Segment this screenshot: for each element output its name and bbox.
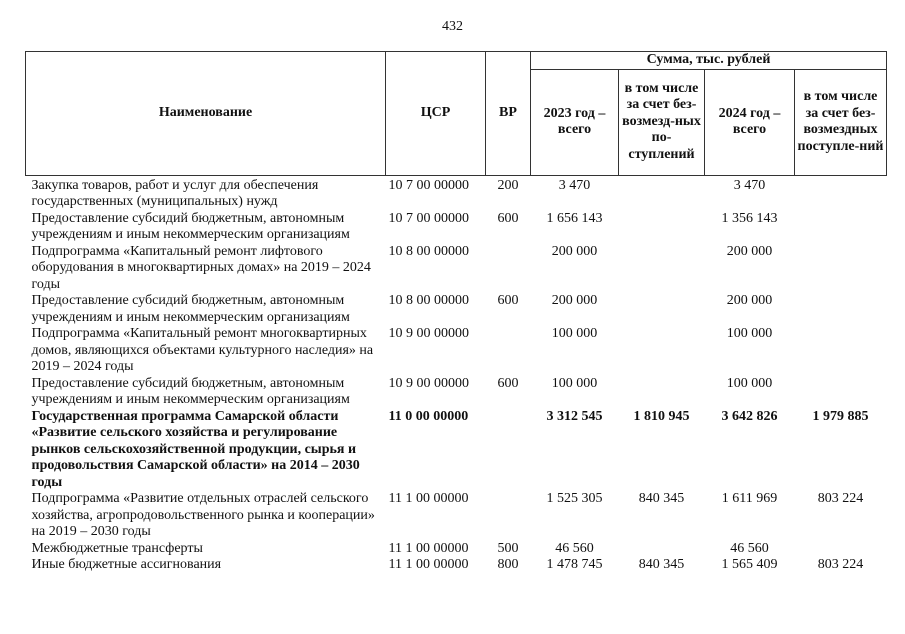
- table-row: [26, 376, 887, 409]
- row-2024-free: [795, 326, 887, 376]
- row-csr: 10 9 00 00000: [388, 375, 469, 391]
- row-csr: 11 1 00 00000: [388, 491, 469, 506]
- table-row: [26, 557, 887, 574]
- row-2023-free: 840 345: [638, 557, 685, 572]
- row-2024-total: 1 565 409: [721, 557, 778, 572]
- row-vr: 500: [497, 540, 519, 556]
- row-2023-total: 1 656 143: [546, 210, 603, 226]
- row-2023-total: 200 000: [551, 243, 598, 259]
- header-2024-total: 2024 год – всего: [705, 69, 795, 175]
- row-2024-free: [795, 376, 887, 409]
- row-2024-total: 1 611 969: [721, 491, 778, 506]
- row-vr: [486, 491, 531, 541]
- table-row: [26, 491, 887, 541]
- table-header: [26, 52, 887, 176]
- row-2023-free: 840 345: [638, 491, 685, 506]
- row-2024-free: 1 979 885: [812, 408, 869, 424]
- row-2024-free: [795, 541, 887, 558]
- table-row: [26, 326, 887, 376]
- row-2024-total: 100 000: [726, 375, 773, 391]
- page-number: 432: [442, 19, 463, 34]
- row-2023-free: [619, 293, 705, 326]
- row-2023-total: 3 312 545: [546, 408, 603, 424]
- row-csr: 10 7 00 00000: [388, 210, 469, 226]
- row-2024-total: 100 000: [726, 326, 773, 341]
- row-2023-free: [619, 244, 705, 294]
- row-2024-total: 200 000: [726, 293, 773, 308]
- table-row-program: [26, 409, 887, 492]
- header-vr: ВР: [486, 52, 531, 176]
- row-2024-total: 200 000: [726, 243, 773, 259]
- row-csr: 10 9 00 00000: [388, 326, 469, 341]
- row-2024-free: [795, 244, 887, 294]
- row-2024-total: 1 356 143: [721, 210, 778, 226]
- row-vr: 600: [497, 375, 519, 391]
- row-name: Предоставление субсидий бюджетным, автономным учреждениям и иным некоммерческим организациям: [31, 293, 350, 325]
- row-vr: [486, 326, 531, 376]
- row-2023-total: 3 470: [558, 177, 591, 193]
- row-2023-total: 100 000: [551, 326, 598, 341]
- row-2024-total: 46 560: [730, 540, 769, 556]
- row-name: Подпрограмма «Капитальный ремонт многоквартирных домов, являющихся объектами культурного наследия» на 2019 – 2024 годы: [31, 326, 374, 374]
- row-vr: 800: [497, 557, 519, 572]
- row-name: Государственная программа Самарской области «Развитие сельского хозяйства и регулирование рынков сельскохозяйственной продукции, сырья и продовольствия Самарской области» на 2014 – 2030 годы: [31, 408, 360, 490]
- header-name: Наименование: [26, 52, 386, 176]
- row-vr: 200: [497, 177, 519, 193]
- header-sum-group: Сумма, тыс. рублей: [531, 52, 887, 70]
- row-2023-free: [619, 175, 705, 211]
- table-row: [26, 541, 887, 558]
- row-name: Предоставление субсидий бюджетным, автономным учреждениям и иным некоммерческим организациям: [31, 210, 350, 242]
- row-vr: [486, 409, 531, 492]
- row-vr: [486, 244, 531, 294]
- row-name: Предоставление субсидий бюджетным, автономным учреждениям и иным некоммерческим организациям: [31, 375, 350, 407]
- row-csr: 10 7 00 00000: [388, 177, 469, 193]
- row-csr: 11 1 00 00000: [388, 557, 469, 572]
- row-2023-total: 1 478 745: [546, 557, 603, 572]
- row-2023-total: 100 000: [551, 375, 598, 391]
- table-row: [26, 244, 887, 294]
- row-csr: 11 1 00 00000: [388, 540, 469, 556]
- row-2024-total: 3 642 826: [721, 408, 778, 424]
- header-2024-free: в том числе за счет без-возмездных поступле-ний: [795, 69, 887, 175]
- row-2024-free: [795, 175, 887, 211]
- budget-table: [25, 51, 887, 574]
- row-name: Закупка товаров, работ и услуг для обеспечения государственных (муниципальных) нужд: [31, 177, 319, 209]
- row-2023-free: [619, 376, 705, 409]
- row-csr: 10 8 00 00000: [388, 293, 469, 308]
- header-csr: ЦСР: [386, 52, 486, 176]
- row-2024-free: 803 224: [817, 491, 864, 506]
- row-csr: 11 0 00 00000: [388, 408, 469, 424]
- row-2023-free: [619, 326, 705, 376]
- row-vr: 600: [497, 293, 519, 308]
- table-row: [26, 175, 887, 211]
- row-2023-total: 46 560: [555, 540, 594, 556]
- row-csr: 10 8 00 00000: [388, 243, 469, 259]
- row-2023-total: 200 000: [551, 293, 598, 308]
- row-2023-free: 1 810 945: [633, 408, 690, 424]
- row-name: Иные бюджетные ассигнования: [31, 557, 222, 572]
- row-2024-free: [795, 293, 887, 326]
- table-row: [26, 211, 887, 244]
- row-2023-free: [619, 211, 705, 244]
- row-vr: 600: [497, 210, 519, 226]
- header-2023-total: 2023 год – всего: [531, 69, 619, 175]
- row-2023-free: [619, 541, 705, 558]
- table-body: [26, 175, 887, 574]
- row-name: Подпрограмма «Развитие отдельных отраслей сельского хозяйства, агропродовольственного рынка и кооперации» на 2019 – 2030 годы: [31, 491, 375, 539]
- table-row: [26, 293, 887, 326]
- row-2024-total: 3 470: [733, 177, 766, 193]
- header-2023-free: в том числе за счет без-возмезд-ных по-ступлений: [619, 69, 705, 175]
- row-name: Подпрограмма «Капитальный ремонт лифтового оборудования в многоквартирных домах» на 2019 – 2024 годы: [31, 243, 371, 292]
- row-2023-total: 1 525 305: [546, 491, 603, 506]
- row-2024-free: [795, 211, 887, 244]
- row-name: Межбюджетные трансферты: [31, 540, 203, 556]
- row-2024-free: 803 224: [817, 557, 864, 572]
